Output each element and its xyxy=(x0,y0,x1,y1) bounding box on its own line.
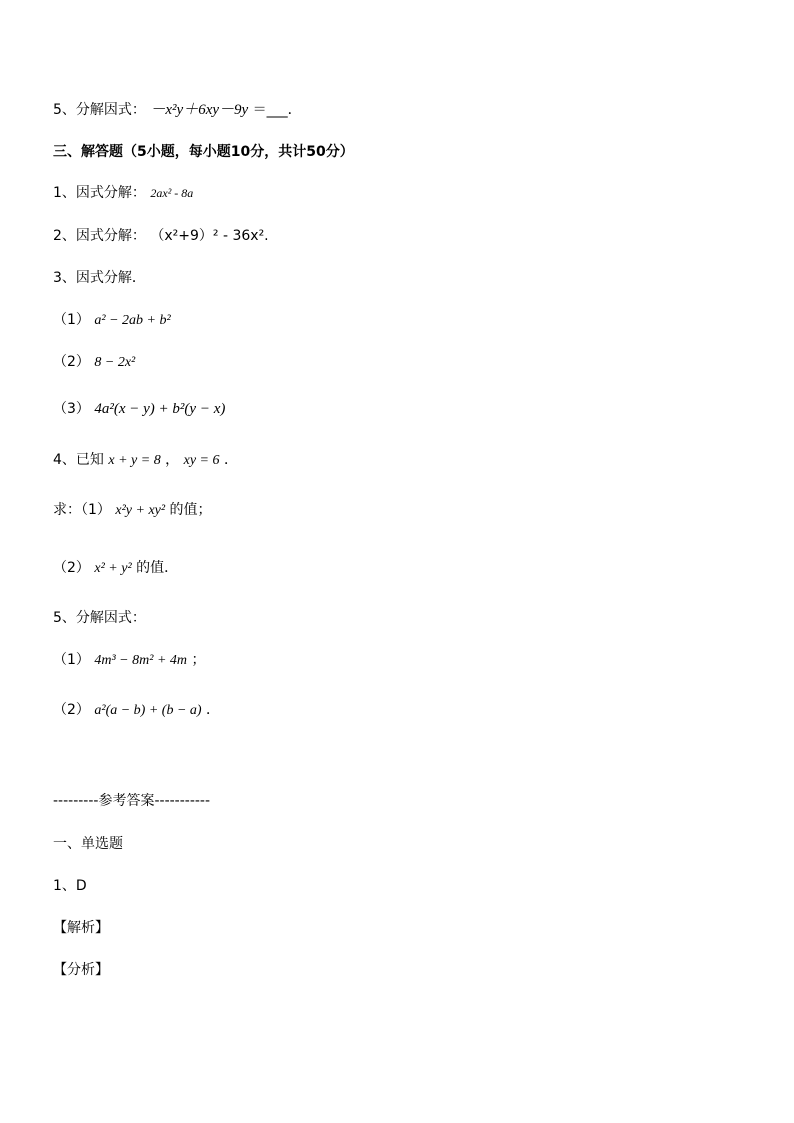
answer-1: 1、D xyxy=(53,878,87,894)
problem-1 xyxy=(53,183,193,203)
section-single-choice: 一、单选题 xyxy=(53,836,123,852)
problem-3-part-1 xyxy=(53,310,171,331)
problem-label: 2、因式分解： xyxy=(53,228,146,244)
part-label: （2） xyxy=(53,560,90,576)
problem-4 xyxy=(53,450,238,471)
problem-4-part-2 xyxy=(53,558,178,579)
math-expression: 2ax² - 8a xyxy=(150,186,194,200)
breakdown-heading: 【分析】 xyxy=(53,962,109,978)
math-expression: a² − 2ab + b² xyxy=(94,313,171,328)
math-expression: 4a²(x − y) + b²(y − x) xyxy=(94,401,226,417)
question-fill-5 xyxy=(53,100,302,120)
problem-label: 4、已知 xyxy=(53,452,104,468)
problem-3-part-2 xyxy=(53,352,135,373)
answer-separator: ---------参考答案----------- xyxy=(53,793,211,809)
part-label: （1） xyxy=(53,312,90,328)
problem-2 xyxy=(53,226,269,246)
part-suffix: 的值． xyxy=(136,560,179,576)
problem-3-part-3 xyxy=(53,399,225,419)
part-suffix: 的值； xyxy=(169,502,212,518)
math-expression: xy = 6 xyxy=(183,453,220,468)
math-expression: 8 − 2x² xyxy=(94,355,136,370)
part-label: （1） xyxy=(53,652,90,668)
math-expression: 4m³ − 8m² + 4m xyxy=(94,653,187,668)
math-expression: x²y + xy² xyxy=(115,503,166,518)
problem-5-part-2 xyxy=(53,700,220,721)
math-expression: x² + y² xyxy=(94,561,132,576)
period: ． xyxy=(223,452,238,468)
part-label: （2） xyxy=(53,702,90,718)
math-expression: （x²+9）² - 36x². xyxy=(150,228,269,244)
question-label: 5、分解因式： xyxy=(53,102,146,118)
part-suffix: ． xyxy=(206,702,221,718)
math-expression: －x²y＋6xy－9y xyxy=(150,102,249,118)
answer-blank: ＝___． xyxy=(252,102,302,118)
section-title: 三、解答题（5小题，每小题10分，共计50分） xyxy=(53,144,354,160)
part-label: （2） xyxy=(53,354,90,370)
problem-label: 1、因式分解： xyxy=(53,185,146,201)
analysis-heading: 【解析】 xyxy=(53,920,109,936)
math-expression: x + y = 8 xyxy=(108,453,161,468)
comma: ， xyxy=(165,452,180,468)
problem-4-part-1 xyxy=(53,500,212,521)
problem-5-part-1 xyxy=(53,650,205,671)
problem-3 xyxy=(53,268,146,288)
part-label: 求：（1） xyxy=(53,502,111,518)
math-expression: a²(a − b) + (b − a) xyxy=(94,703,202,718)
part-suffix: ； xyxy=(191,652,206,668)
part-label: （3） xyxy=(53,401,90,417)
problem-5 xyxy=(53,608,146,628)
problem-label: 5、分解因式： xyxy=(53,610,146,626)
problem-label: 3、因式分解． xyxy=(53,270,146,286)
